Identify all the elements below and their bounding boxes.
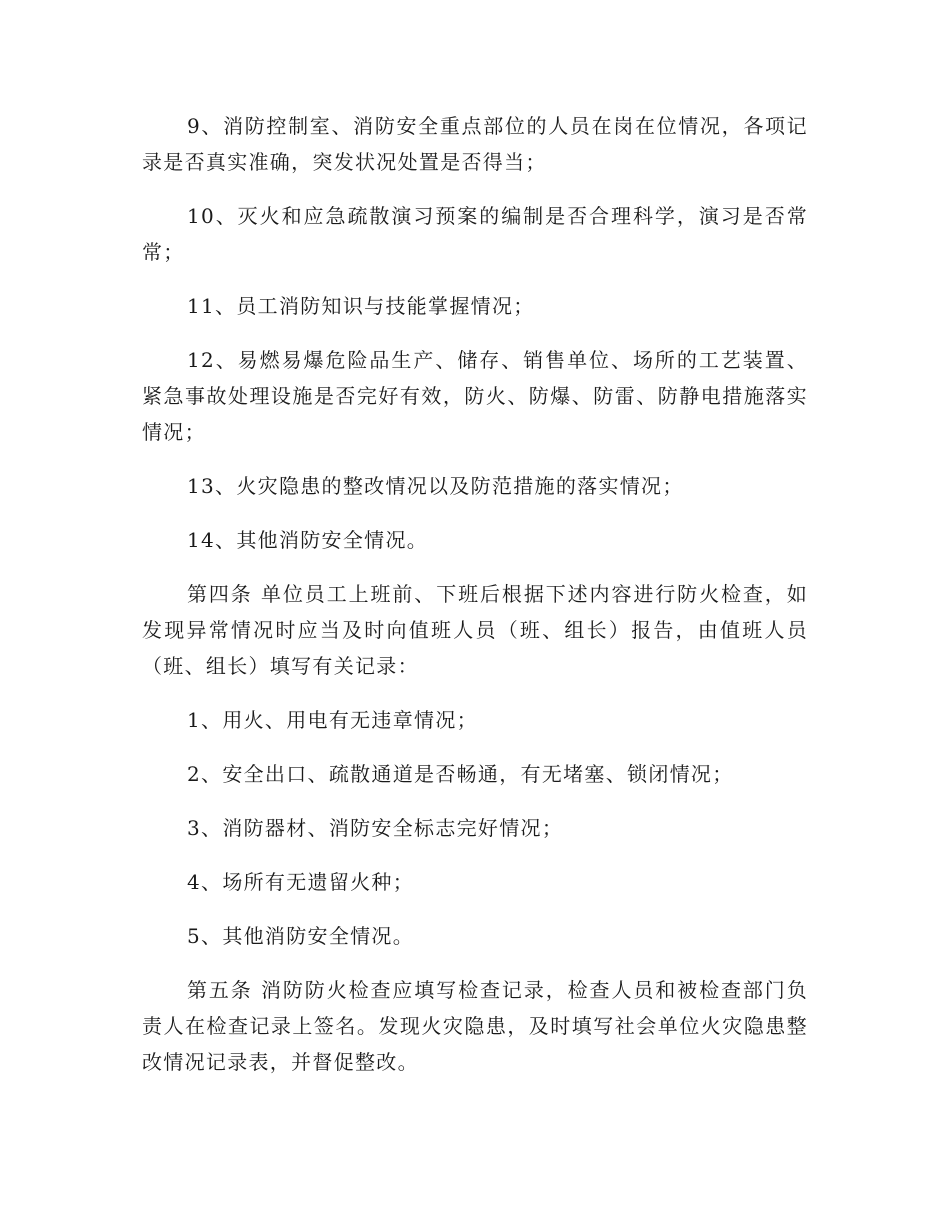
check-item-2: 2、安全出口、疏散通道是否畅通，有无堵塞、锁闭情况； [187,762,734,786]
paragraph-item-12: 12、易燃易爆危险品生产、储存、销售单位、场所的工艺装置、紧急事故处理设施是否完好有效，防火、防爆、防雷、防静电措施落实情况； [142,348,808,444]
check-item-5: 5、其他消防安全情况。 [187,924,415,948]
paragraph-item-9: 9、消防控制室、消防安全重点部位的人员在岗在位情况，各项记录是否真实准确，突发状况处置是否得当； [142,114,808,174]
check-item-1: 1、用火、用电有无违章情况； [187,708,478,732]
article-five: 第五条 消防防火检查应填写检查记录，检查人员和被检查部门负责人在检查记录上签名。发现火灾隐患，及时填写社会单位火灾隐患整改情况记录表，并督促整改。 [142,978,808,1074]
paragraph-item-13: 13、火灾隐患的整改情况以及防范措施的落实情况； [187,474,684,498]
document-page [142,108,808,1098]
check-item-4: 4、场所有无遗留火种； [187,870,415,894]
check-item-3: 3、消防器材、消防安全标志完好情况； [187,816,564,840]
paragraph-item-10: 10、灭火和应急疏散演习预案的编制是否合理科学，演习是否常常； [142,204,808,264]
paragraph-item-14: 14、其他消防安全情况。 [187,528,429,552]
paragraph-item-11: 11、员工消防知识与技能掌握情况； [187,294,535,318]
article-four: 第四条 单位员工上班前、下班后根据下述内容进行防火检查，如发现异常情况时应当及时向值班人员（班、组长）报告，由值班人员（班、组长）填写有关记录： [142,582,808,678]
